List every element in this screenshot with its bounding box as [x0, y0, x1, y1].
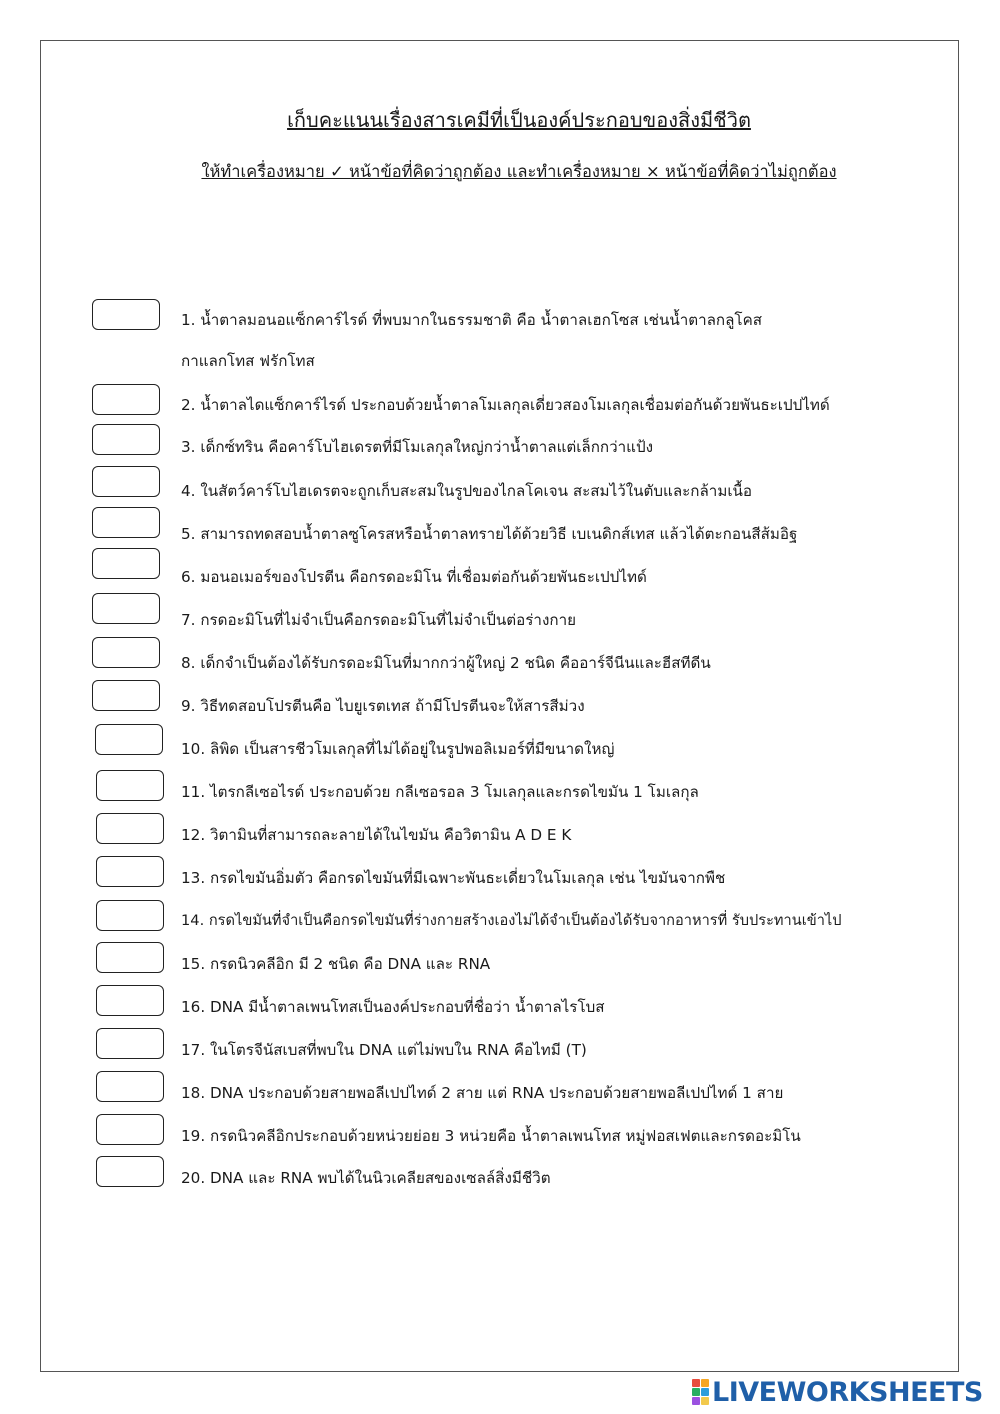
question-11: 11. ไตรกลีเซอไรด์ ประกอบด้วย กลีเซอรอล 3 โมเลกุลและกรดไขมัน 1 โมเลกุล: [181, 783, 699, 801]
logo-text: LIVEWORKSHEETS: [712, 1376, 983, 1408]
answer-box-4[interactable]: [92, 466, 160, 497]
liveworksheets-logo: [692, 1376, 983, 1408]
answer-box-2[interactable]: [92, 384, 160, 415]
question-4: 4. ในสัตว์คาร์โบไฮเดรตจะถูกเก็บสะสมในรูปของไกลโคเจน สะสมไว้ในตับและกล้ามเนื้อ: [181, 482, 753, 500]
answer-box-19[interactable]: [96, 1114, 164, 1145]
question-12: 12. วิตามินที่สามารถละลายได้ในไขมัน คือวิตามิน A D E K: [181, 826, 572, 844]
answer-box-1[interactable]: [92, 299, 160, 330]
answer-box-9[interactable]: [92, 680, 160, 711]
answer-box-18[interactable]: [96, 1071, 164, 1102]
answer-box-5[interactable]: [92, 507, 160, 538]
question-19: 19. กรดนิวคลีอิกประกอบด้วยหน่วยย่อย 3 หน่วยคือ น้ำตาลเพนโทส หมู่ฟอสเฟตและกรดอะมิโน: [181, 1127, 801, 1145]
answer-box-20[interactable]: [96, 1156, 164, 1187]
question-16: 16. DNA มีน้ำตาลเพนโทสเป็นองค์ประกอบที่ชื่อว่า น้ำตาลไรโบส: [181, 998, 605, 1016]
answer-box-6[interactable]: [92, 548, 160, 579]
answer-box-15[interactable]: [96, 942, 164, 973]
logo-mark-square: [701, 1379, 709, 1387]
logo-mark-square: [692, 1388, 700, 1396]
answer-box-3[interactable]: [92, 424, 160, 455]
worksheet-instruction: ให้ทำเครื่องหมาย ✓ หน้าข้อที่คิดว่าถูกต้อง และทำเครื่องหมาย × หน้าข้อที่คิดว่าไม่ถูกต้อง: [201, 162, 837, 181]
answer-box-17[interactable]: [96, 1028, 164, 1059]
question-3: 3. เด็กซ์ทริน คือคาร์โบไฮเดรตที่มีโมเลกุลใหญ่กว่าน้ำตาลแต่เล็กกว่าแป้ง: [181, 438, 654, 456]
answer-box-10[interactable]: [95, 724, 163, 755]
logo-mark-square: [692, 1379, 700, 1387]
question-2: 2. น้ำตาลไดแซ็กคาร์ไรด์ ประกอบด้วยน้ำตาลโมเลกุลเดี่ยวสองโมเลกุลเชื่อมต่อกันด้วยพันธะเปปไทด์: [181, 396, 830, 414]
question-8: 8. เด็กจำเป็นต้องได้รับกรดอะมิโนที่มากกว่าผู้ใหญ่ 2 ชนิด คืออาร์จีนีนและฮีสทีดีน: [181, 654, 711, 672]
answer-box-12[interactable]: [96, 813, 164, 844]
answer-box-7[interactable]: [92, 593, 160, 624]
question-10: 10. ลิพิด เป็นสารชีวโมเลกุลที่ไม่ได้อยู่ในรูปพอลิเมอร์ที่มีขนาดใหญ่: [181, 740, 615, 758]
question-20: 20. DNA และ RNA พบได้ในนิวเคลียสของเซลล์สิ่งมีชีวิต: [181, 1169, 551, 1187]
answer-box-16[interactable]: [96, 985, 164, 1016]
logo-mark-square: [692, 1397, 700, 1405]
question-6: 6. มอนอเมอร์ของโปรตีน คือกรดอะมิโน ที่เชื่อมต่อกันด้วยพันธะเปปไทด์: [181, 568, 647, 586]
question-1: 1. น้ำตาลมอนอแซ็กคาร์ไรด์ ที่พบมากในธรรมชาติ คือ น้ำตาลเฮกโซส เช่นน้ำตาลกลูโคส: [181, 311, 763, 329]
answer-box-8[interactable]: [92, 637, 160, 668]
question-15: 15. กรดนิวคลีอิก มี 2 ชนิด คือ DNA และ RNA: [181, 955, 491, 973]
logo-mark-icon: [692, 1379, 709, 1405]
question-14: 14. กรดไขมันที่จำเป็นคือกรดไขมันที่ร่างกายสร้างเองไม่ได้จำเป็นต้องได้รับจากอาหารที่ รับประทานเข้าไป: [181, 912, 842, 929]
question-9: 9. วิธีทดสอบโปรตีนคือ ไบยูเรตเทส ถ้ามีโปรตีนจะให้สารสีม่วง: [181, 697, 585, 715]
logo-mark-square: [701, 1388, 709, 1396]
question-13: 13. กรดไขมันอิ่มตัว คือกรดไขมันที่มีเฉพาะพันธะเดี่ยวในโมเลกุล เช่น ไขมันจากพืช: [181, 869, 726, 887]
question-18: 18. DNA ประกอบด้วยสายพอลีเปปไทด์ 2 สาย แต่ RNA ประกอบด้วยสายพอลีเปปไทด์ 1 สาย: [181, 1084, 784, 1102]
question-1-continuation: กาแลกโทส ฟรักโทส: [181, 352, 315, 370]
logo-mark-square: [701, 1397, 709, 1405]
answer-box-11[interactable]: [96, 770, 164, 801]
answer-box-14[interactable]: [96, 900, 164, 931]
question-7: 7. กรดอะมิโนที่ไม่จำเป็นคือกรดอะมิโนที่ไม่จำเป็นต่อร่างกาย: [181, 611, 577, 629]
question-5: 5. สามารถทดสอบน้ำตาลซูโครสหรือน้ำตาลทรายได้ด้วยวิธี เบเนดิกส์เทส แล้วได้ตะกอนสีส้มอิฐ: [181, 525, 798, 543]
answer-box-13[interactable]: [96, 856, 164, 887]
question-17: 17. ในโตรจีนัสเบสที่พบใน DNA แต่ไม่พบใน RNA คือไทมี (T): [181, 1041, 587, 1059]
worksheet-title: เก็บคะแนนเรื่องสารเคมีที่เป็นองค์ประกอบของสิ่งมีชีวิต: [287, 108, 751, 132]
